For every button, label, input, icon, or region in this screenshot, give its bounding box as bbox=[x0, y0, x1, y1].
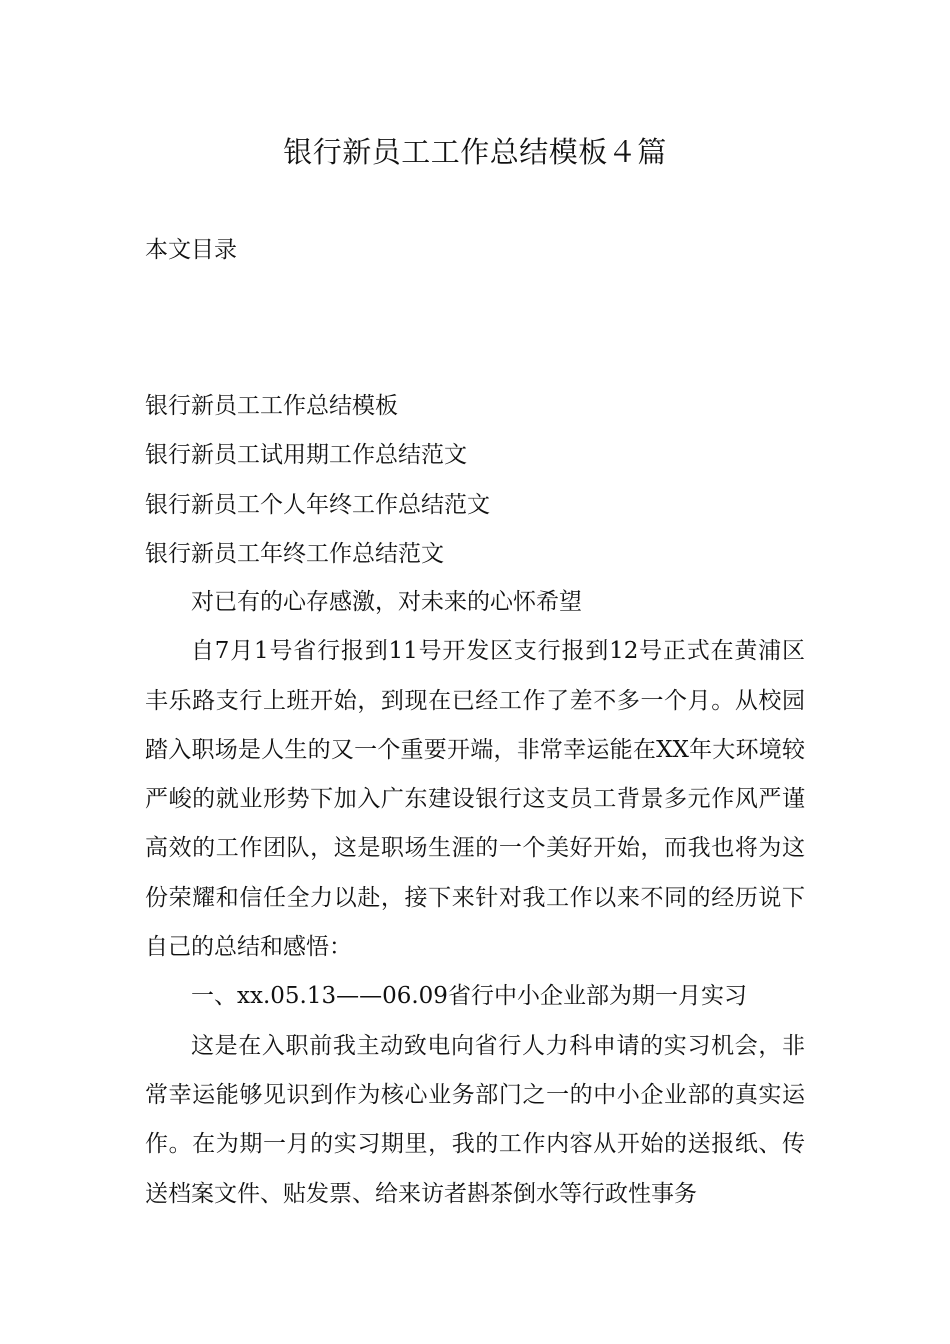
paragraph: 这是在入职前我主动致电向省行人力科申请的实习机会，非常幸运能够见识到作为核心业务部门之一的中小企业部的真实运作。在为期一月的实习期里，我的工作内容从开始的送报纸、传送档案文件、贴发票、给来访者斟茶倒水等行政性事务 bbox=[145, 1032, 805, 1207]
toc-item[interactable]: 银行新员工工作总结模板 bbox=[145, 393, 398, 419]
toc-item[interactable]: 银行新员工年终工作总结范文 bbox=[145, 540, 444, 567]
paragraph: 自7月1号省行报到11号开发区支行报到12号正式在黄浦区丰乐路支行上班开始，到现在已经工作了差不多一个月。从校园踏入职场是人生的又一个重要开端，非常幸运能在XX年大环境较严峻的就业形势下加入广东建设银行这支员工背景多元作风严谨高效的工作团队，这是职场生涯的一个美好开始，而我也将为这份荣耀和信任全力以赴，接下来针对我工作以来不同的经历说下自己的总结和感悟： bbox=[145, 638, 805, 961]
document-title: 银行新员工工作总结模板４篇 bbox=[283, 135, 667, 169]
toc-item[interactable]: 银行新员工试用期工作总结范文 bbox=[145, 442, 467, 469]
paragraph: 对已有的心存感激，对未来的心怀希望 bbox=[191, 589, 582, 615]
section-heading: 一、xx.05.13——06.09省行中小企业部为期一月实习 bbox=[191, 983, 747, 1010]
table-of-contents bbox=[145, 382, 805, 579]
toc-heading: 本文目录 bbox=[145, 237, 237, 263]
toc-item[interactable]: 银行新员工个人年终工作总结范文 bbox=[145, 491, 490, 518]
document-body bbox=[145, 578, 805, 1219]
